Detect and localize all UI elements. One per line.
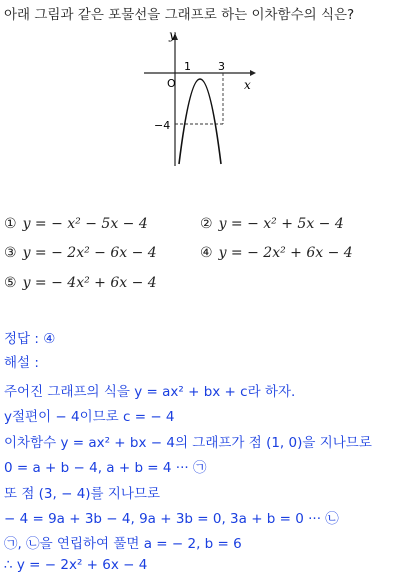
question-text: 아래 그림과 같은 포물선을 그래프로 하는 이차함수의 식은? [4, 7, 355, 23]
parabola-graph [130, 26, 260, 168]
tick-label-3: 3 [218, 60, 225, 73]
option-5[interactable]: ⑤ y = − 4x² + 6x − 4 [4, 275, 157, 291]
x-axis-label: x [244, 78, 251, 92]
tick-label-minus4: −4 [154, 119, 171, 132]
solution-line-8: ∴ y = − 2x² + 6x − 4 [4, 557, 148, 573]
solution-line-3: 이차함수 y = ax² + bx − 4의 그래프가 점 (1, 0)을 지나므로 [4, 435, 372, 451]
solution-line-2: y절편이 − 4이므로 c = − 4 [4, 409, 175, 425]
solution-line-7: ㉠, ㉡을 연립하여 풀면 a = − 2, b = 6 [4, 536, 242, 552]
option-4[interactable]: ④ y = − 2x² + 6x − 4 [200, 245, 353, 261]
answer-label: 정답 : ④ [4, 331, 56, 347]
solution-line-1: 주어진 그래프의 식을 y = ax² + bx + c라 하자. [4, 384, 296, 400]
option-1[interactable]: ① y = − x² − 5x − 4 [4, 216, 148, 232]
x-axis-arrow [250, 70, 256, 76]
y-axis-label: y [169, 28, 176, 42]
solution-line-6: − 4 = 9a + 3b − 4, 9a + 3b = 0, 3a + b = 0 ··· ㉡ [4, 511, 339, 527]
option-2[interactable]: ② y = − x² + 5x − 4 [200, 216, 344, 232]
tick-label-1: 1 [184, 60, 191, 73]
explanation-label: 해설 : [4, 355, 39, 371]
solution-line-5: 또 점 (3, − 4)를 지나므로 [4, 486, 161, 502]
origin-label: O [167, 77, 176, 90]
solution-line-4: 0 = a + b − 4, a + b = 4 ··· ㉠ [4, 460, 207, 476]
option-3[interactable]: ③ y = − 2x² − 6x − 4 [4, 245, 157, 261]
parabola-curve [179, 79, 221, 164]
